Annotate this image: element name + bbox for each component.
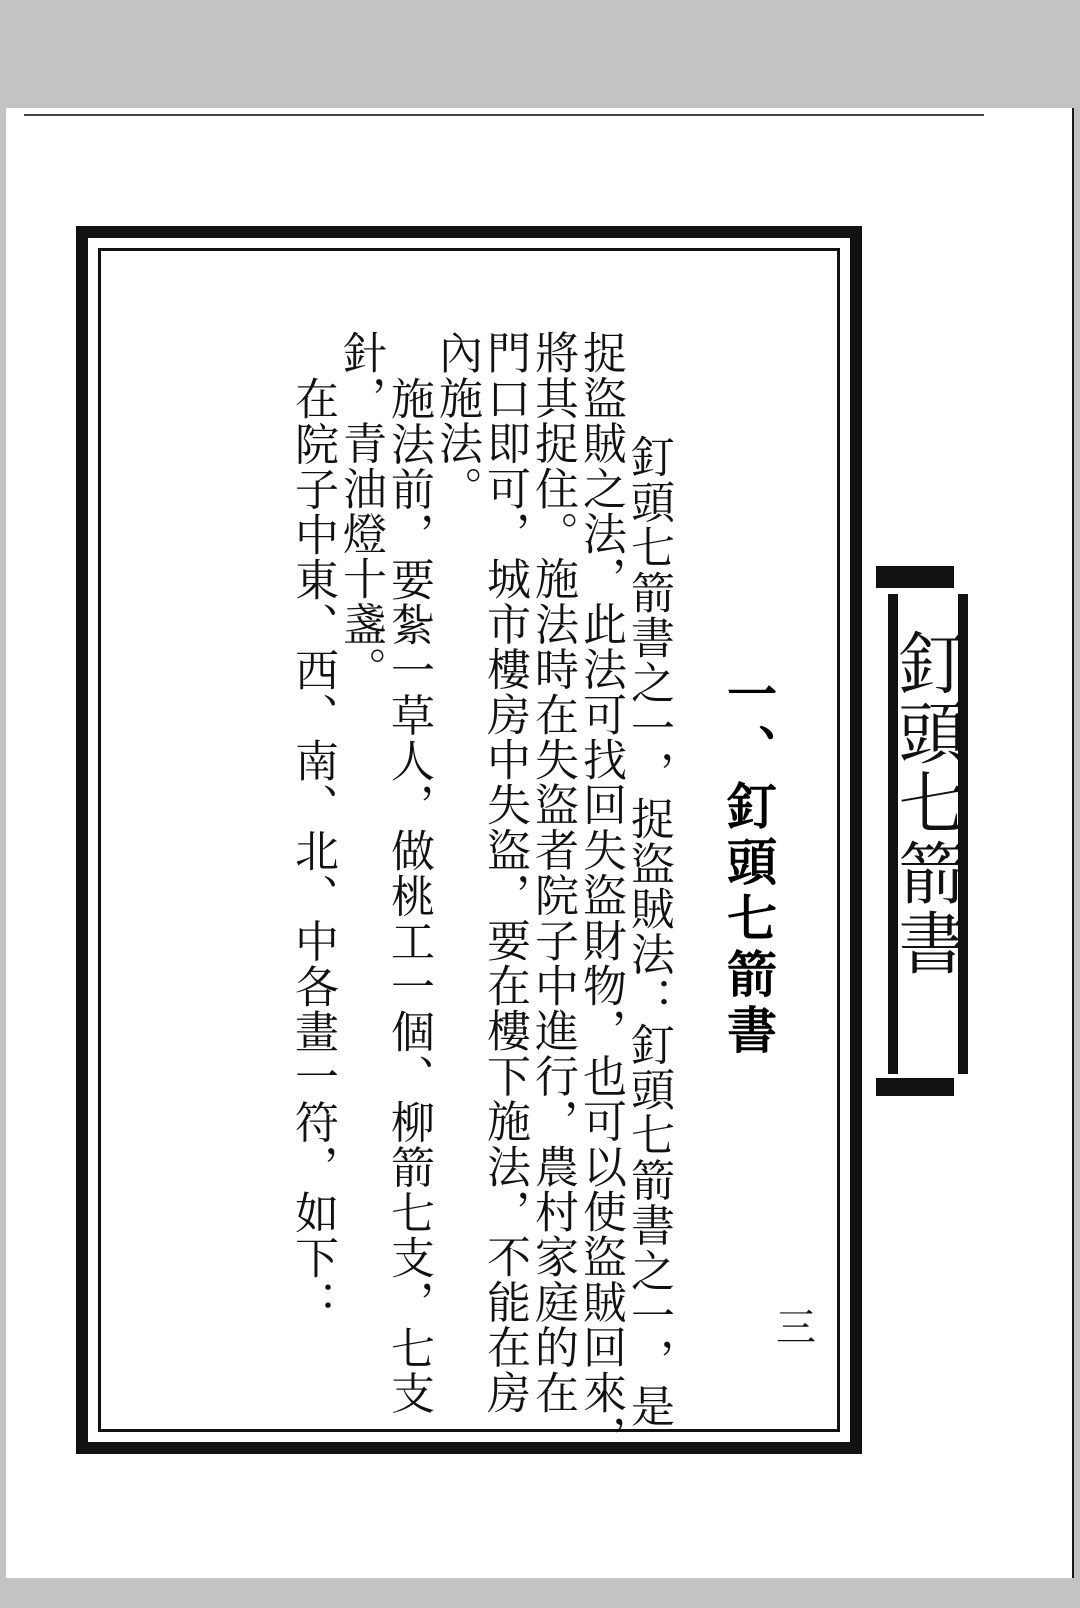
text-column-2: 捉盜賊之法，此法可找回失盜財物，也可以使盜賊回來， bbox=[575, 330, 626, 1460]
text-column-1: 釘頭七箭書之一，捉盜賊法：釘頭七箭書之一，是 bbox=[623, 434, 674, 1429]
top-rule bbox=[24, 114, 984, 116]
text-column-4: 門口即可，城市樓房中失盜，要在樓下施法，不能在房 bbox=[479, 330, 530, 1415]
text-column-6: 施法前，要紮一草人，做桃工一個、柳箭七支，七支 bbox=[383, 376, 434, 1416]
side-tab-bottom-bar bbox=[876, 1078, 954, 1096]
side-tab-title: 釘頭七箭書 bbox=[887, 628, 966, 978]
text-column-3: 將其捉住。施法時在失盜者院子中進行，農村家庭的在 bbox=[527, 330, 578, 1415]
text-column-8: 在院子中東、西、南、北、中各畫一符，如下： bbox=[287, 376, 338, 1326]
text-column-5: 內施法。 bbox=[431, 330, 482, 511]
side-tab-top-bar bbox=[876, 566, 954, 588]
book-page bbox=[6, 108, 1074, 1578]
page-number: 三 bbox=[776, 1305, 816, 1351]
page-edge bbox=[1072, 108, 1074, 1578]
text-column-7: 針，青油燈十盞。 bbox=[335, 330, 386, 692]
text-frame bbox=[76, 226, 862, 1460]
chapter-heading: 一、釘頭七箭書 bbox=[719, 668, 777, 1060]
